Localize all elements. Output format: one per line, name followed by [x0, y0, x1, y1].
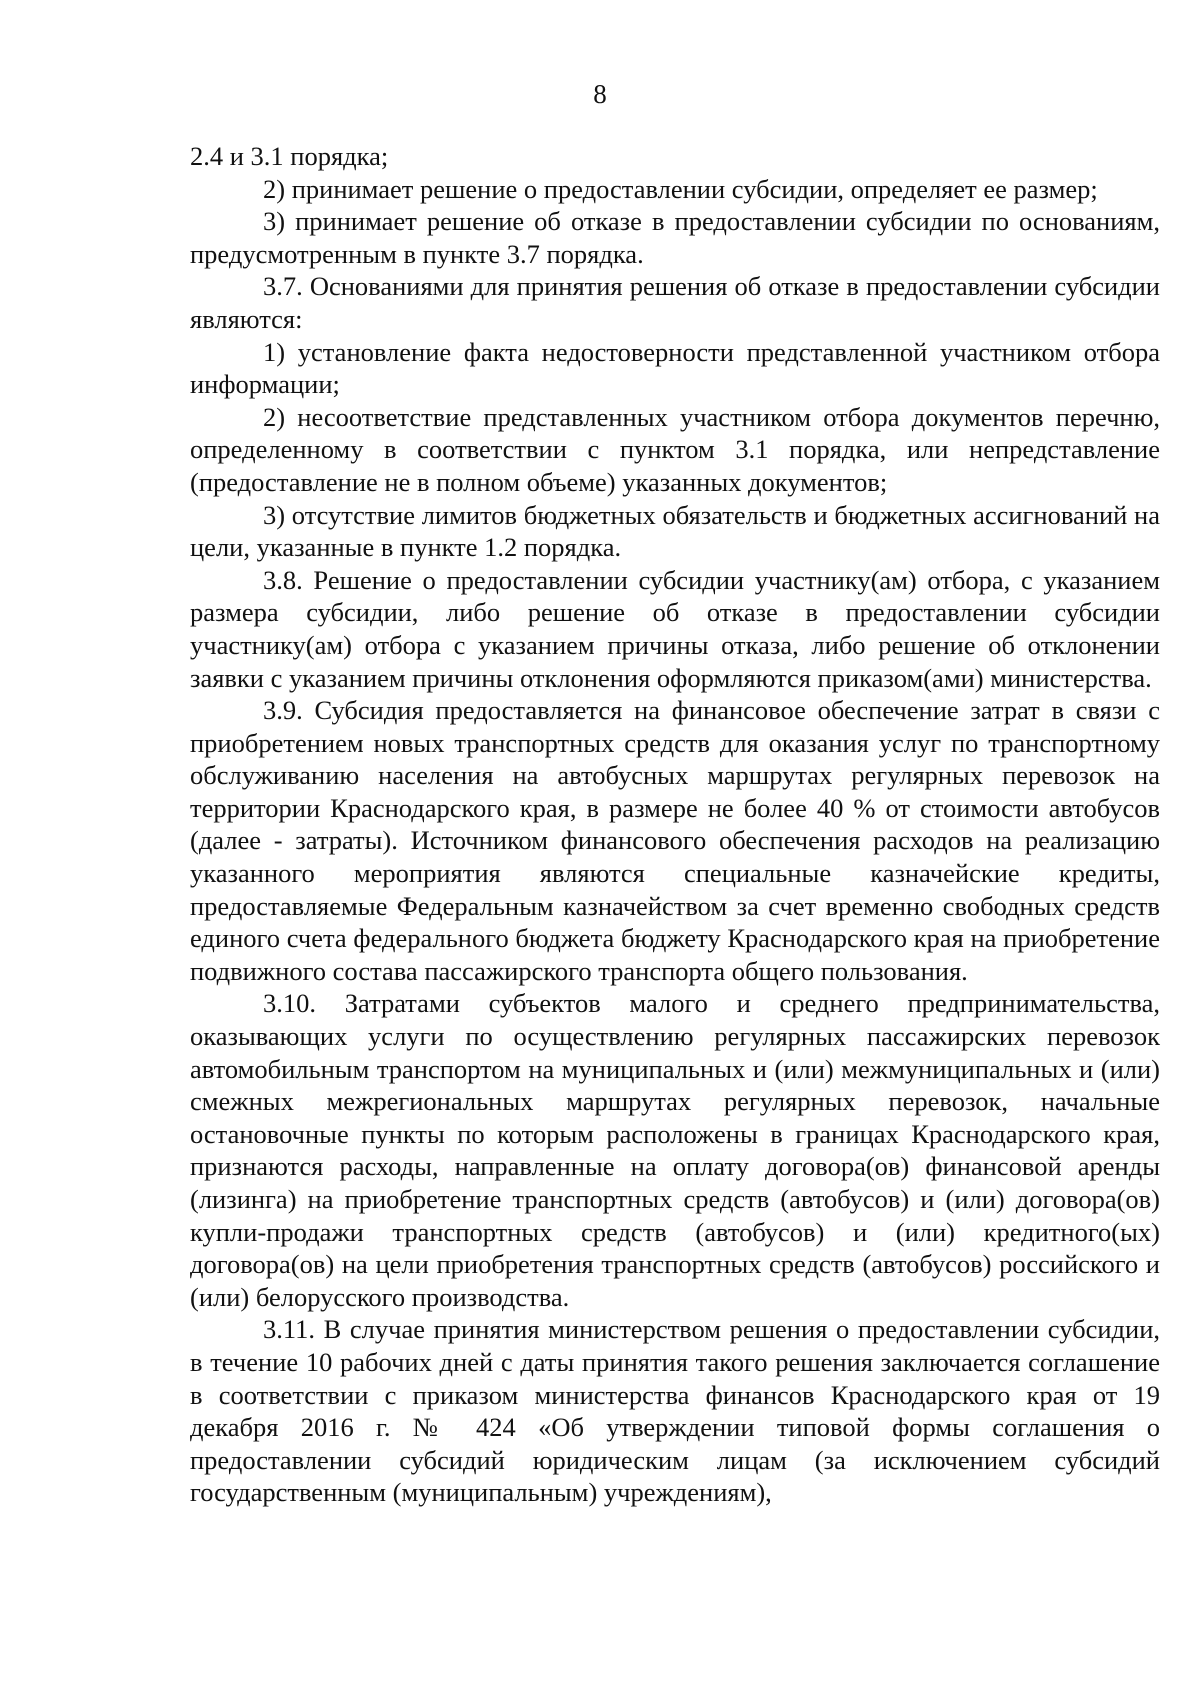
paragraph: 3) принимает решение об отказе в предоставлении субсидии по основаниям, предусмотренным в пункте 3.7 порядка. [190, 206, 1160, 269]
paragraph: 2) несоответствие представленных участником отбора документов перечню, определенному в соответствии с пунктом 3.1 порядка, или непредставление (предоставление не в полном объеме) указанных документов; [190, 401, 1160, 497]
paragraph: 2) принимает решение о предоставлении субсидии, определяет ее размер; [263, 173, 1098, 204]
paragraph: 1) установление факта недостоверности представленной участником отбора информации; [190, 336, 1160, 400]
paragraph: 3.7. Основаниями для принятия решения об отказе в предоставлении субсидии являются: [190, 271, 1160, 334]
paragraph: 3.8. Решение о предоставлении субсидии участнику(ам) отбора, с указанием размера субсидии, либо решение об отказе в предоставлении субсидии участнику(ам) отбора с указанием причины отказа, либо решение об отклонении заявки с указанием причины отклонения оформляются приказом(ами) министерства. [190, 564, 1160, 693]
paragraph: 3.9. Субсидия предоставляется на финансовое обеспечение затрат в связи с приобретением новых транспортных средств для оказания услуг по транспортному обслуживанию населения на автобусных маршрутах регулярных перевозок на территории Краснодарского края, в размере не более 40 % от стоимости автобусов (далее - затраты). Источником финансового обеспечения расходов на реализацию указанного мероприятия являются специальные казначейские кредиты, предоставляемые Федеральным казначейством за счет временно свободных средств единого счета федерального бюджета бюджету Краснодарского края на приобретение подвижного состава пассажирского транспорта общего пользования. [190, 695, 1160, 986]
paragraph: 3.10. Затратами субъектов малого и среднего предпринимательства, оказывающих услуги по осуществлению регулярных пассажирских перевозок автомобильным транспортом на муниципальных и (или) межмуниципальных и (или) смежных межрегиональных маршрутах регулярных перевозок, начальные остановочные пункты по которым расположены в границах Краснодарского края, признаются расходы, направленные на оплату договора(ов) финансовой аренды (лизинга) на приобретение транспортных средств (автобусов) и (или) договора(ов) купли-продажи транспортных средств (автобусов) и (или) кредитного(ых) договора(ов) на цели приобретения транспортных средств (автобусов) российского и (или) белорусского производства. [190, 988, 1160, 1312]
paragraph: 2.4 и 3.1 порядка; [190, 141, 389, 171]
page-number: 8 [593, 79, 607, 109]
document-body [190, 140, 1160, 1509]
paragraph: 3.11. В случае принятия министерством решения о предоставлении субсидии, в течение 10 рабочих дней с даты принятия такого решения заключается соглашение в соответствии с приказом министерства финансов Краснодарского края от 19 декабря 2016 г. № 424 «Об утверждении типовой формы соглашения о предоставлении субсидий юридическим лицам (за исключением субсидий государственным (муниципальным) учреждениям), [190, 1314, 1160, 1508]
paragraph: 3) отсутствие лимитов бюджетных обязательств и бюджетных ассигнований на цели, указанные в пункте 1.2 порядка. [190, 499, 1160, 563]
